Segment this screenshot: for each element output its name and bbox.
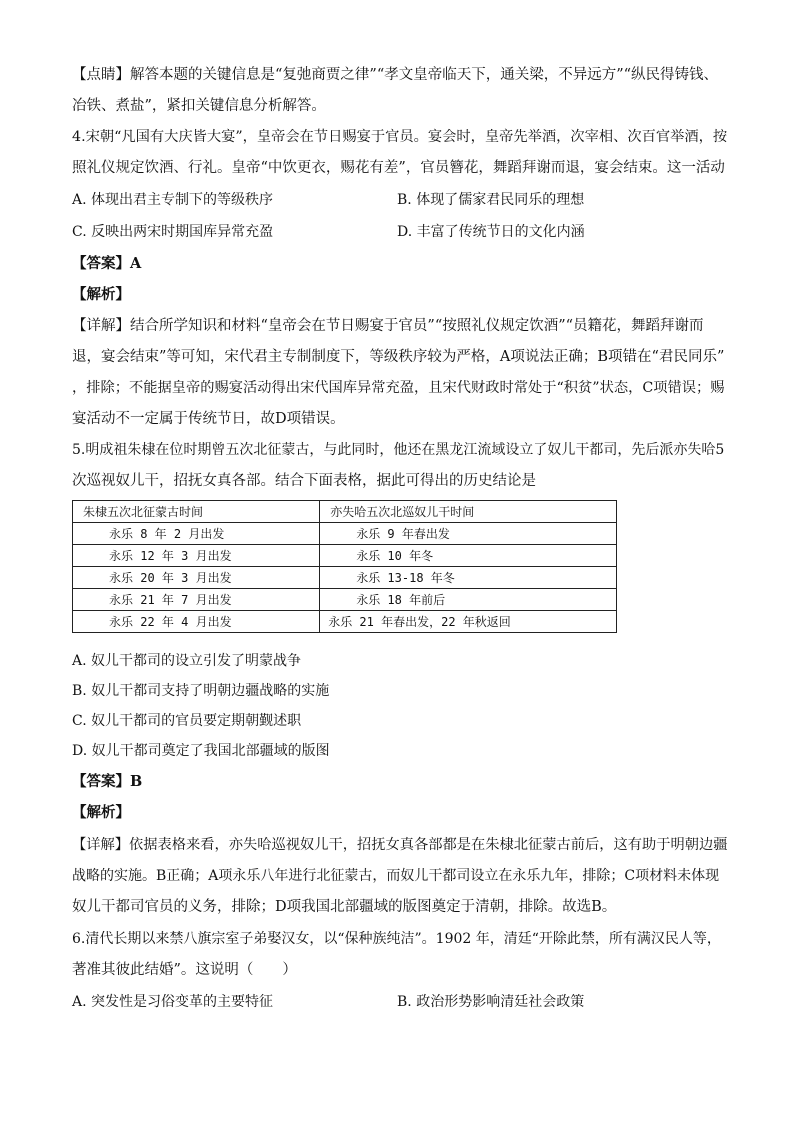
q4-detail-line-3: ，排除；不能据皇帝的赐宴活动得出宋代国库异常充盈，且宋代财政时常处于“积贫”状态，C项错误；赐 [72,380,725,396]
table-header-cell: 朱棣五次北征蒙古时间 [73,501,320,523]
q5-detail-line-3: 奴儿干都司官员的义务，排除；D项我国北部疆域的版图奠定于清朝，排除。故选B。 [72,899,617,915]
table-row [73,589,617,611]
q5-detail-line-1: 【详解】依据表格来看，亦失哈巡视奴儿干，招抚女真各部都是在朱棣北征蒙古前后，这有助于明朝边疆 [72,837,728,853]
q4-answer: 【答案】A [72,255,142,272]
expedition-table [72,500,617,633]
table-row [73,611,617,633]
q4-detail-line-2: 退，宴会结束”等可知，宋代君主专制制度下，等级秩序较为严格，A项说法正确；B项错在“君民同乐” [72,349,725,365]
q5-stem-line-2: 次巡视奴儿干，招抚女真各部。结合下面表格，据此可得出的历史结论是 [72,473,536,489]
table-cell: 永乐 18 年前后 [320,589,617,611]
table-cell: 永乐 20 年 3 月出发 [73,567,320,589]
q5-stem-line-1: 5.明成祖朱棣在位时期曾五次北征蒙古，与此同时，他还在黑龙江流域设立了奴儿干都司，先后派亦失哈5 [72,442,725,458]
q4-option-a: A. 体现出君主专制下的等级秩序 [72,192,274,208]
q5-analysis-heading: 【解析】 [72,804,130,821]
table-cell: 永乐 10 年冬 [320,545,617,567]
table-cell: 永乐 9 年春出发 [320,523,617,545]
q4-option-b: B. 体现了儒家君民同乐的理想 [397,192,585,208]
table-header-row [73,501,617,523]
q4-stem-line-1: 4.宋朝“凡国有大庆皆大宴”，皇帝会在节日赐宴于官员。宴会时，皇帝先举酒，次宰相、次百官举酒，按 [72,129,728,145]
table-row [73,523,617,545]
note-line-1: 【点睛】解答本题的关键信息是“复弛商贾之律”“孝文皇帝临天下，通关梁，不异远方”“纵民得铸钱、 [72,67,719,83]
q5-option-a: A. 奴儿干都司的设立引发了明蒙战争 [72,653,302,669]
q5-option-d: D. 奴儿干都司奠定了我国北部疆域的版图 [72,743,330,759]
q6-stem-line-1: 6.清代长期以来禁八旗宗室子弟娶汉女，以“保种族纯洁”。1902 年，清廷“开除此禁，所有满汉民人等， [72,931,721,947]
q6-option-b: B. 政治形势影响清廷社会政策 [397,994,585,1010]
table-cell: 永乐 12 年 3 月出发 [73,545,320,567]
table-cell: 永乐 13-18 年冬 [320,567,617,589]
table-cell: 永乐 21 年 7 月出发 [73,589,320,611]
table-cell: 永乐 22 年 4 月出发 [73,611,320,633]
q5-option-c: C. 奴儿干都司的官员要定期朝觐述职 [72,713,302,729]
table-header-cell: 亦失哈五次北巡奴儿干时间 [320,501,617,523]
q5-answer: 【答案】B [72,773,143,790]
q5-option-b: B. 奴儿干都司支持了明朝边疆战略的实施 [72,683,330,699]
q5-detail-line-2: 战略的实施。B正确；A项永乐八年进行北征蒙古，而奴儿干都司设立在永乐九年，排除；C项材料未体现 [72,868,720,884]
q4-stem-line-2: 照礼仪规定饮酒、行礼。皇帝“中饮更衣，赐花有差”，官员簪花，舞蹈拜谢而退，宴会结束。这一活动 [72,160,725,176]
q6-stem-line-2: 著准其彼此结婚”。这说明（ ） [72,962,297,978]
q6-option-a: A. 突发性是习俗变革的主要特征 [72,994,274,1010]
note-line-2: 冶铁、煮盐”，紧扣关键信息分析解答。 [72,98,326,114]
table-row [73,567,617,589]
q4-option-c: C. 反映出两宋时期国库异常充盈 [72,224,274,240]
q4-detail-line-4: 宴活动不一定属于传统节日，故D项错误。 [72,411,345,427]
table-row [73,545,617,567]
q4-analysis-heading: 【解析】 [72,286,130,303]
q4-detail-line-1: 【详解】结合所学知识和材料“皇帝会在节日赐宴于官员”“按照礼仪规定饮酒”“员籍花，舞蹈拜谢而 [72,318,704,334]
table-cell: 永乐 8 年 2 月出发 [73,523,320,545]
q4-option-d: D. 丰富了传统节日的文化内涵 [397,224,585,240]
table-cell: 永乐 21 年春出发，22 年秋返回 [320,611,617,633]
